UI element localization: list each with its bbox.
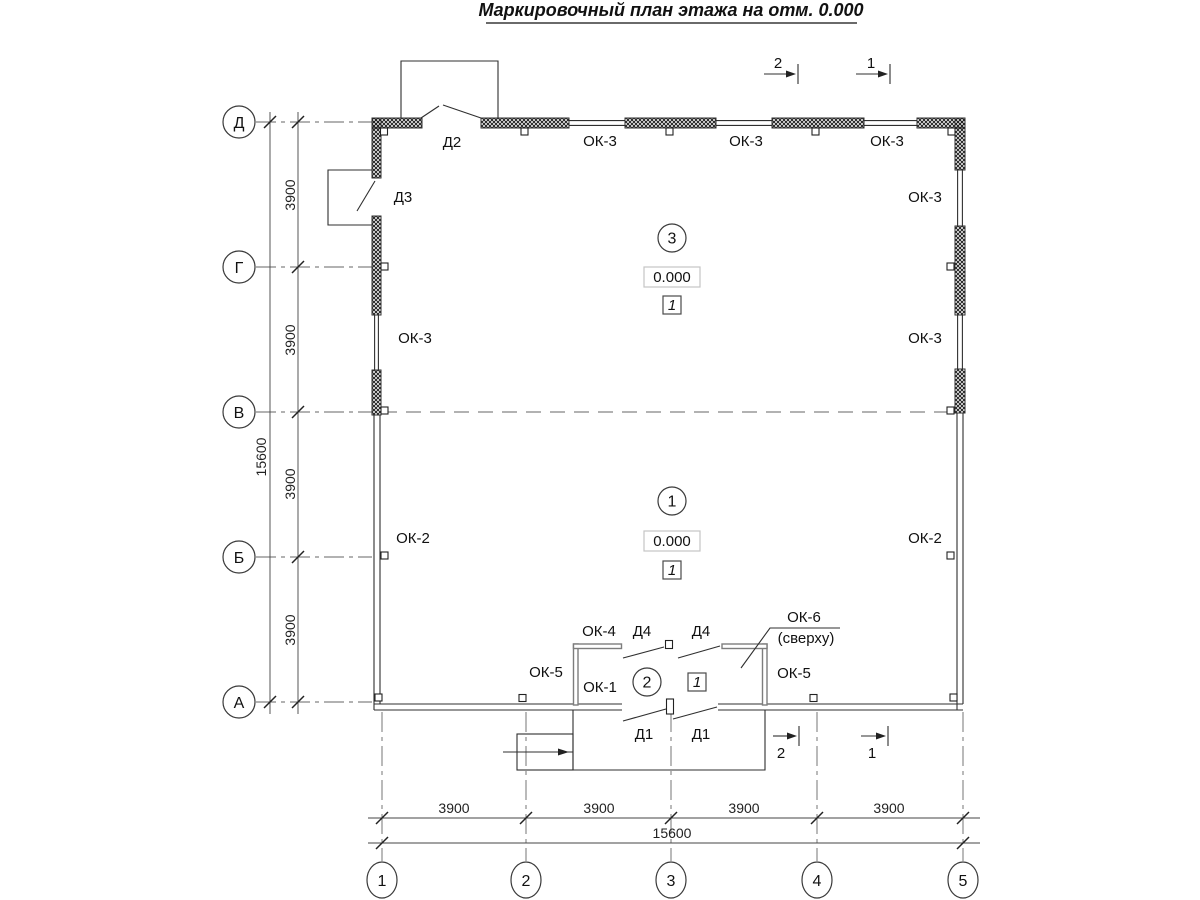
dim-label-bay: 3900	[282, 324, 298, 356]
elevation-value: 0.000	[653, 533, 691, 550]
axis-letter: В	[233, 405, 245, 422]
window-label-ok3: ОК-3	[729, 133, 763, 150]
axis-number: 3	[666, 873, 676, 890]
finish-type: 1	[692, 674, 702, 691]
dim-label-bay: 3900	[438, 800, 470, 816]
section-number: 2	[776, 745, 786, 762]
section-number: 2	[773, 55, 783, 72]
room-number: 2	[642, 674, 652, 692]
door-label-d1: Д1	[691, 726, 711, 743]
dim-label-bay: 3900	[728, 800, 760, 816]
window-label-ok5: ОК-5	[529, 664, 563, 681]
axis-lines	[256, 122, 963, 861]
room-number: 3	[667, 230, 677, 248]
dim-label-total: 15600	[253, 437, 269, 477]
window-label-ok3: ОК-3	[908, 189, 942, 206]
room-number: 1	[667, 493, 677, 511]
dim-label-bay: 3900	[282, 179, 298, 211]
window-label-ok1: ОК-1	[583, 679, 617, 696]
door-stop-d4	[666, 641, 673, 649]
window-label-ok3: ОК-3	[398, 330, 432, 347]
door-label-d3: Д3	[393, 189, 413, 206]
dim-label-total: 15600	[652, 825, 692, 841]
elevation-value: 0.000	[653, 269, 691, 286]
dim-label-bay: 3900	[873, 800, 905, 816]
axis-letter: Д	[233, 115, 245, 132]
door-label-d2: Д2	[442, 134, 462, 151]
window-label-ok6: ОК-6	[787, 609, 821, 626]
window-label-ok2: ОК-2	[396, 530, 430, 547]
window-ok3-top-glazing	[569, 121, 917, 126]
axis-letter: Г	[234, 260, 244, 277]
exterior-walls	[372, 118, 965, 710]
window-label-ok6-note: (сверху)	[777, 630, 835, 647]
finish-type: 1	[667, 562, 677, 579]
porch-bottom-outline	[573, 710, 765, 770]
section-number: 1	[867, 745, 877, 762]
dim-label-bay: 3900	[282, 614, 298, 646]
door-mullion-d1	[667, 699, 674, 714]
axis-number: 2	[521, 873, 531, 890]
finish-type: 1	[667, 297, 677, 314]
dim-label-bay: 3900	[583, 800, 615, 816]
dim-label-bay: 3900	[282, 468, 298, 500]
door-label-d4: Д4	[632, 623, 652, 640]
drawing-title: Маркировочный план этажа на отм. 0.000	[478, 0, 864, 20]
axis-number: 5	[958, 873, 968, 890]
stairs-arrowhead-icon	[558, 749, 569, 756]
door-label-d4: Д4	[691, 623, 711, 640]
window-label-ok3: ОК-3	[583, 133, 617, 150]
axis-letter: Б	[233, 550, 245, 567]
dimension-lines	[264, 112, 980, 849]
window-label-ok2: ОК-2	[908, 530, 942, 547]
window-label-ok5: ОК-5	[777, 665, 811, 682]
porch-top-outline	[401, 61, 498, 118]
window-label-ok3: ОК-3	[908, 330, 942, 347]
axis-number: 4	[812, 873, 822, 890]
section-number: 1	[866, 55, 876, 72]
window-label-ok3: ОК-3	[870, 133, 904, 150]
axis-letter: А	[233, 695, 245, 712]
window-label-ok4: ОК-4	[582, 623, 616, 640]
column-markers	[375, 128, 957, 702]
door-label-d1: Д1	[634, 726, 654, 743]
axis-number: 1	[377, 873, 387, 890]
